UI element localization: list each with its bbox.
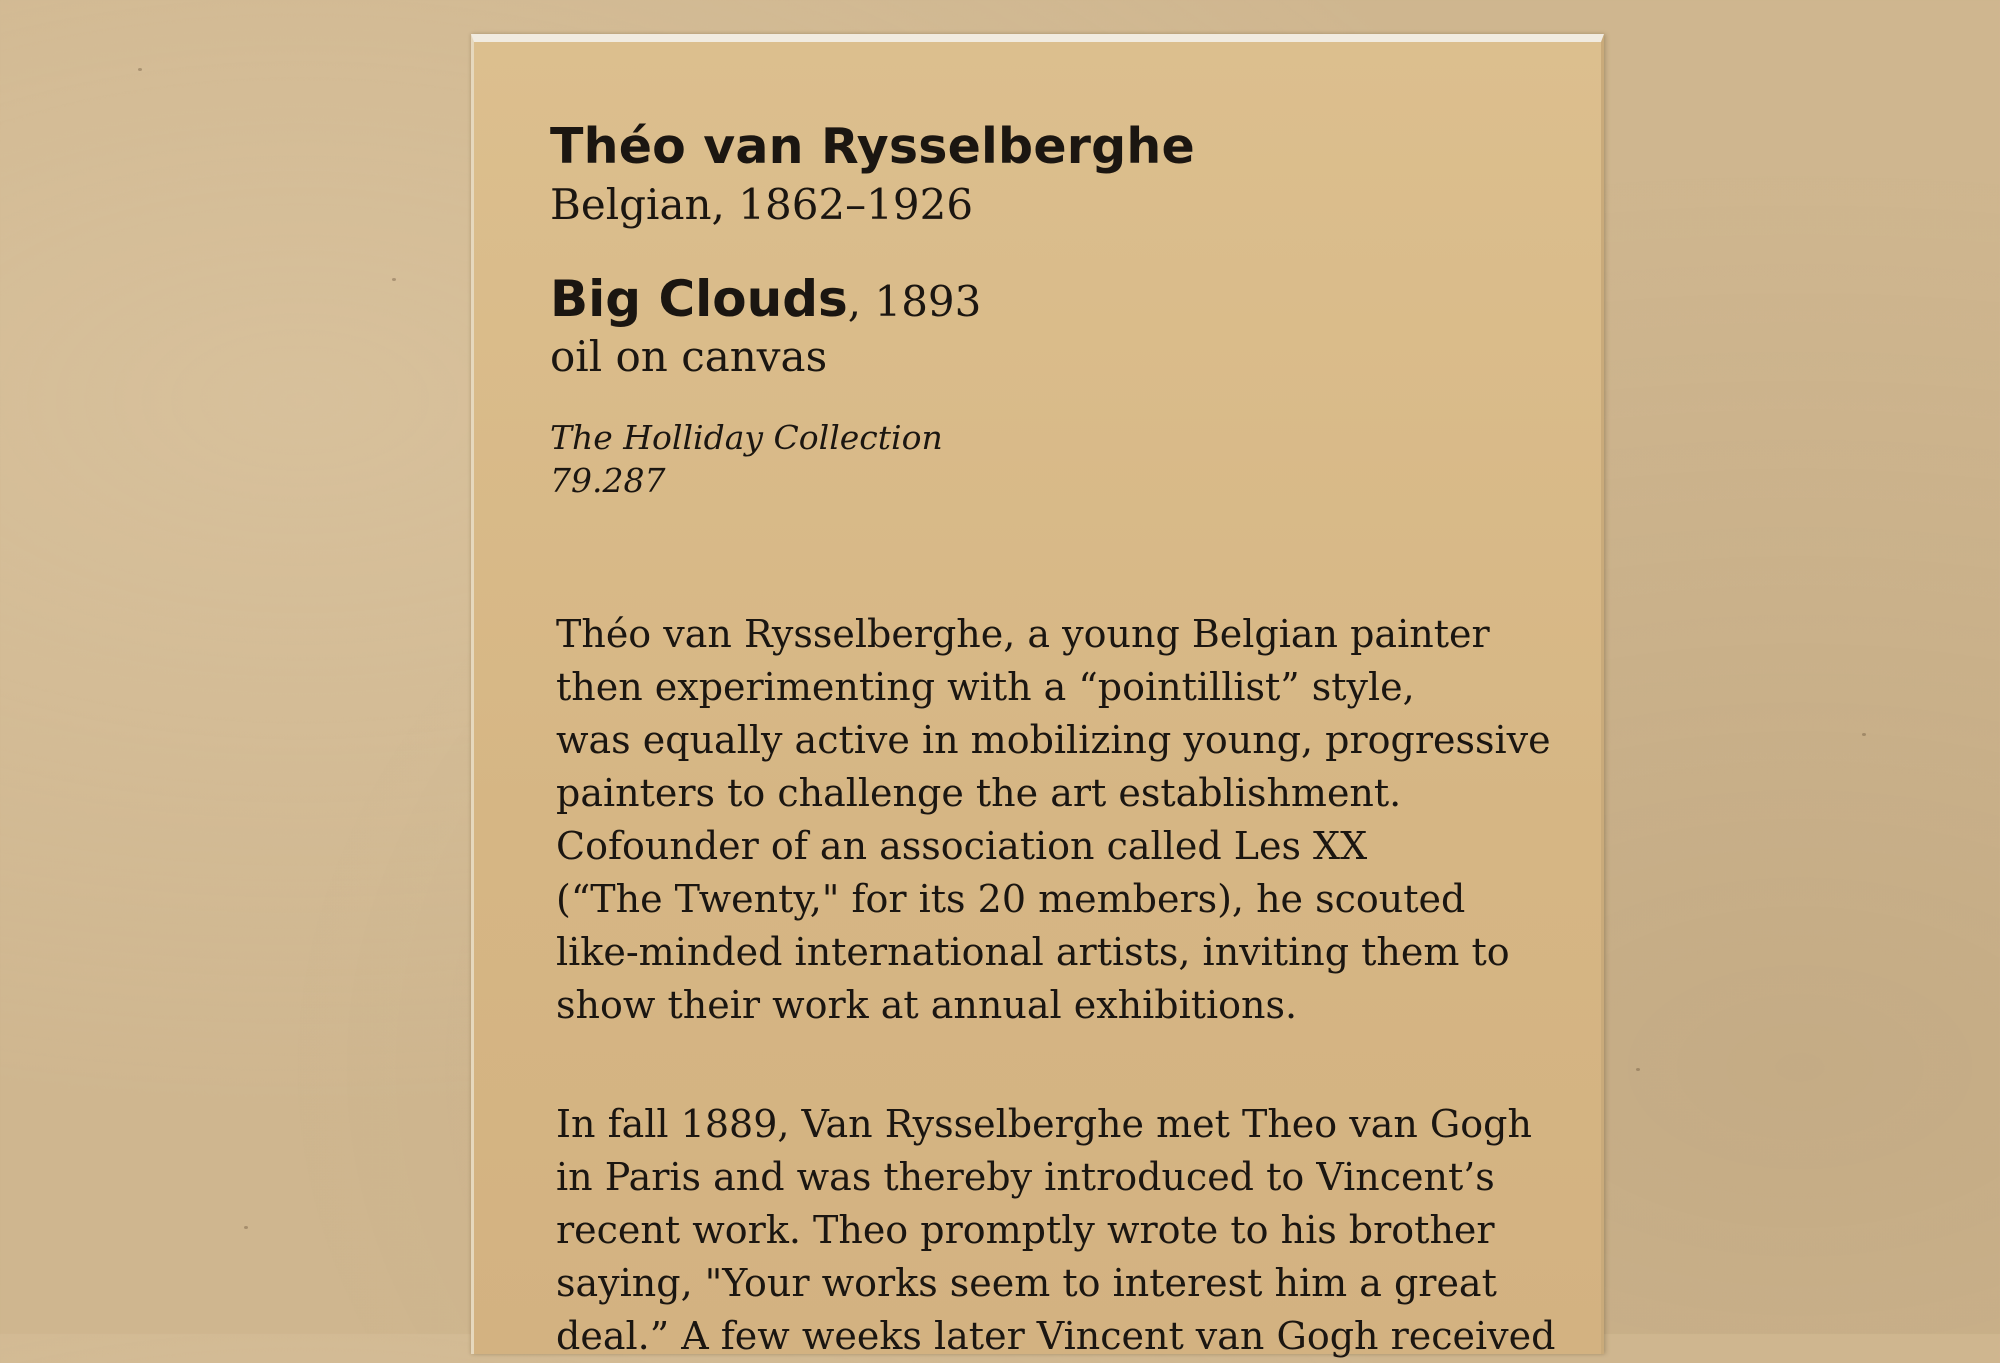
wall-speck <box>1636 1068 1640 1071</box>
paragraph-line: show their work at annual exhibitions. <box>556 983 1298 1027</box>
paragraph-line: painters to challenge the art establishment. <box>556 771 1402 815</box>
paragraph-line: deal.” A few weeks later Vincent van Gogh received <box>556 1314 1556 1358</box>
artist-name: Théo van Rysselberghe <box>550 118 1195 175</box>
wall-speck <box>244 1226 248 1229</box>
paragraph-line: recent work. Theo promptly wrote to his brother <box>556 1208 1495 1252</box>
paragraph-line: saying, "Your works seem to interest him a great <box>556 1261 1497 1305</box>
credit-line: The Holliday Collection <box>550 418 943 457</box>
artwork-medium: oil on canvas <box>550 332 828 381</box>
paragraph-line: Cofounder of an association called Les XX <box>556 824 1368 868</box>
artist-nationality-dates: Belgian, 1862–1926 <box>550 180 974 229</box>
artwork-date: , 1893 <box>847 277 982 326</box>
paragraph-line: Théo van Rysselberghe, a young Belgian painter <box>556 612 1490 656</box>
paragraph-line: In fall 1889, Van Rysselberghe met Theo van Gogh <box>556 1102 1532 1146</box>
credit-block <box>550 417 1561 503</box>
accession-number: 79.287 <box>550 460 666 500</box>
paragraph-line: (“The Twenty," for its 20 members), he scouted <box>556 877 1466 921</box>
paragraph-line: like-minded international artists, inviting them to <box>556 930 1510 974</box>
wall-speck <box>392 278 396 281</box>
paragraph-line: then experimenting with a “pointillist” style, <box>556 665 1415 709</box>
wall-speck <box>1862 733 1866 736</box>
museum-wall-label <box>471 34 1604 1358</box>
artwork-title-line <box>550 272 1561 327</box>
paragraph-line: was equally active in mobilizing young, progressive <box>556 718 1551 762</box>
description-paragraph-2 <box>556 1098 1565 1363</box>
artwork-title: Big Clouds <box>550 270 848 328</box>
paragraph-line: in Paris and was thereby introduced to Vincent’s <box>556 1155 1495 1199</box>
wall-speck <box>138 68 142 71</box>
description-paragraph-1 <box>556 608 1565 1032</box>
